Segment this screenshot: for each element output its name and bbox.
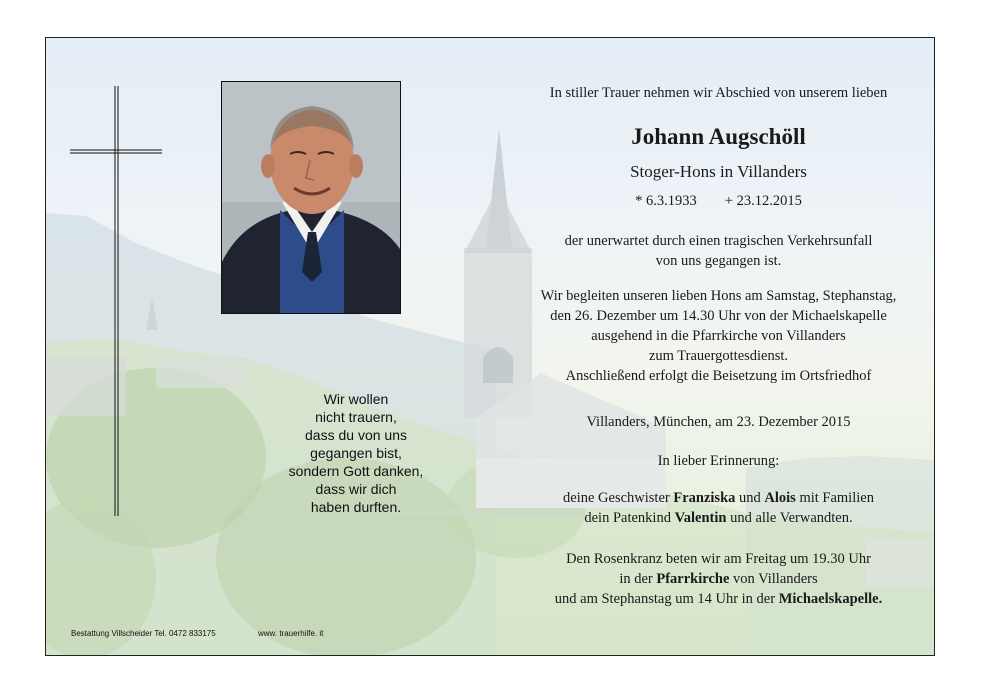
text-span: dein Patenkind	[584, 510, 675, 526]
family-block	[506, 488, 931, 528]
text-line: Anschließend erfolgt die Beisetzung im Ortsfriedhof	[565, 368, 872, 384]
text-span: mit Familien	[795, 490, 874, 506]
intro-text: In stiller Trauer nehmen wir Abschied von unserem lieben	[549, 85, 888, 101]
life-dates	[506, 191, 931, 211]
poem-line: Wir wollen	[323, 391, 389, 407]
poem-line: dass du von uns	[305, 427, 407, 443]
text-span: deine Geschwister	[563, 490, 674, 506]
text-line	[506, 488, 931, 508]
place-date: Villanders, München, am 23. Dezember 2015	[586, 414, 851, 430]
memory-heading: In lieber Erinnerung:	[657, 453, 780, 469]
text-line: Den Rosenkranz beten wir am Freitag um 19.30 Uhr	[566, 551, 871, 567]
funeral-block	[506, 286, 931, 386]
text-line: Wir begleiten unseren lieben Hons am Samstag, Stephanstag,	[540, 288, 897, 304]
text-span: und	[735, 490, 765, 506]
text-span: und am Stephanstag um 14 Uhr in der	[554, 591, 779, 607]
poem-line: dass wir dich	[315, 481, 397, 497]
poem-line: haben durften.	[310, 499, 402, 515]
text-line: zum Trauergottesdienst.	[648, 348, 789, 364]
portrait-photo	[221, 81, 401, 314]
birth-date: * 6.3.1933	[635, 193, 697, 209]
cross-icon	[70, 86, 165, 516]
death-date: + 23.12.2015	[724, 193, 802, 209]
poem	[221, 390, 491, 516]
cause-block	[506, 231, 931, 271]
poem-line: sondern Gott danken,	[288, 463, 424, 479]
text-span: und alle Verwandten.	[726, 510, 853, 526]
sibling-name: Franziska	[673, 490, 736, 506]
godchild-name: Valentin	[674, 510, 727, 526]
website-link[interactable]: www. trauerhilfe. it	[258, 629, 324, 638]
text-span: von Villanders	[729, 571, 818, 587]
text-line: den 26. Dezember um 14.30 Uhr von der Michaelskapelle	[550, 308, 887, 324]
poem-line: nicht trauern,	[315, 409, 397, 425]
rosary-block	[506, 549, 931, 609]
sibling-name: Alois	[764, 490, 796, 506]
text-span: in der	[619, 571, 657, 587]
text-line	[506, 508, 931, 528]
obituary-card	[45, 37, 935, 656]
text-line	[506, 589, 931, 609]
text-line: von uns gegangen ist.	[655, 253, 782, 269]
church-name: Pfarrkirche	[656, 571, 730, 587]
undertaker-info: Bestattung Villscheider Tel. 0472 833175	[71, 629, 216, 638]
text-line	[506, 569, 931, 589]
text-line: ausgehend in die Pfarrkirche von Villanders	[591, 328, 846, 344]
nickname-subtitle: Stoger-Hons in Villanders	[630, 162, 807, 181]
chapel-name: Michaelskapelle.	[778, 591, 883, 607]
deceased-name: Johann Augschöll	[631, 124, 806, 149]
poem-line: gegangen bist,	[310, 445, 402, 461]
text-line: der unerwartet durch einen tragischen Verkehrsunfall	[564, 233, 873, 249]
